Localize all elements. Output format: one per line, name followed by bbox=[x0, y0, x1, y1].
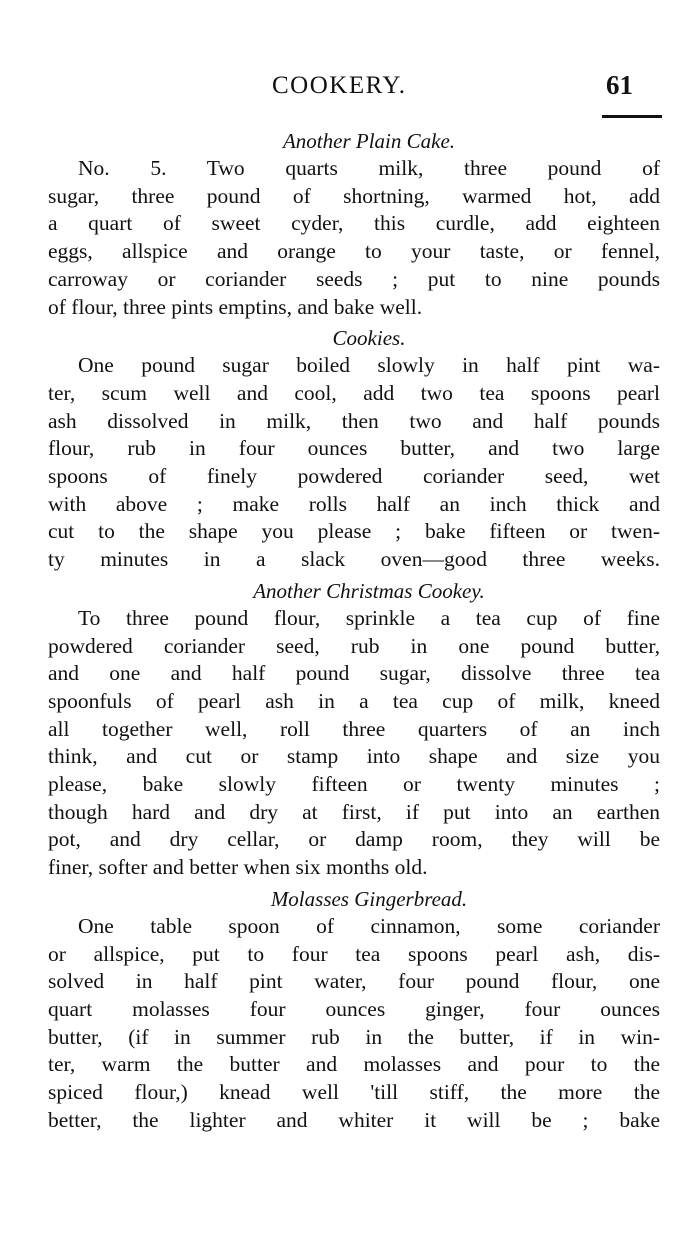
text-line: spoons of finely powdered coriander seed, wet bbox=[48, 464, 660, 489]
text-line: all together well, roll three quarters of an inch bbox=[48, 716, 660, 741]
recipe-heading: Cookies. bbox=[332, 326, 406, 351]
text-line: No. 5. Two quarts milk, three pound of bbox=[78, 156, 660, 180]
page-number-rule bbox=[602, 115, 662, 118]
text-line: powdered coriander seed, rub in one pound butter, bbox=[48, 633, 660, 658]
text-line: solved in half pint water, four pound flour, one bbox=[48, 969, 660, 994]
text-line: and one and half pound sugar, dissolve three tea bbox=[48, 661, 660, 686]
recipe-heading: Another Plain Cake. bbox=[282, 129, 456, 153]
recipe-molasses-gingerbread bbox=[48, 886, 660, 1135]
text-line: eggs, allspice and orange to your taste, or fennel, bbox=[48, 239, 660, 264]
text-line: flour, rub in four ounces butter, and two large bbox=[48, 436, 660, 461]
recipe-cookies bbox=[48, 325, 660, 574]
text-line: ter, warm the butter and molasses and pour to the bbox=[48, 1052, 660, 1077]
text-line: of flour, three pints emptins, and bake well. bbox=[48, 294, 423, 319]
text-line: carroway or coriander seeds ; put to nine pounds bbox=[48, 266, 660, 291]
text-line: with above ; make rolls half an inch thick and bbox=[48, 491, 660, 516]
text-line: or allspice, put to four tea spoons pearl ash, dis- bbox=[48, 941, 660, 966]
text-line: cut to the shape you please ; bake fifteen or twen- bbox=[48, 519, 660, 544]
text-line: please, bake slowly fifteen or twenty minutes ; bbox=[48, 772, 660, 797]
text-line: quart molasses four ounces ginger, four ounces bbox=[48, 996, 660, 1021]
text-line: a quart of sweet cyder, this curdle, add eighteen bbox=[48, 211, 660, 236]
page-number: 61 bbox=[606, 70, 633, 100]
running-head bbox=[0, 70, 700, 110]
text-line: pot, and dry cellar, or damp room, they will be bbox=[48, 827, 660, 852]
text-line: ter, scum well and cool, add two tea spoons pearl bbox=[48, 380, 660, 405]
recipe-body bbox=[48, 605, 660, 882]
recipe-body bbox=[48, 913, 660, 1135]
text-line: butter, (if in summer rub in the butter, if in win- bbox=[48, 1024, 660, 1049]
recipe-text bbox=[48, 128, 660, 1139]
text-line: ash dissolved in milk, then two and half pounds bbox=[48, 408, 660, 433]
text-line: ty minutes in a slack oven—good three weeks. bbox=[48, 547, 660, 572]
recipe-body bbox=[48, 352, 660, 574]
text-line: though hard and dry at first, if put into an earthen bbox=[48, 799, 660, 824]
recipe-heading: Another Christmas Cookey. bbox=[253, 578, 485, 603]
text-line: sugar, three pound of shortning, warmed hot, add bbox=[48, 183, 660, 208]
recipe-heading: Molasses Gingerbread. bbox=[270, 886, 468, 911]
text-line: spiced flour,) knead well 'till stiff, the more the bbox=[48, 1080, 660, 1105]
text-line: One table spoon of cinnamon, some coriander bbox=[78, 913, 660, 938]
running-title: COOKERY. bbox=[272, 72, 407, 99]
text-line: One pound sugar boiled slowly in half pint wa- bbox=[78, 353, 660, 378]
text-line: better, the lighter and whiter it will be ; bake bbox=[48, 1107, 660, 1132]
text-line: think, and cut or stamp into shape and size you bbox=[48, 744, 660, 769]
text-line: To three pound flour, sprinkle a tea cup of fine bbox=[78, 605, 660, 630]
recipe-body bbox=[48, 155, 660, 321]
text-line: finer, softer and better when six months old. bbox=[48, 855, 428, 880]
recipe-another-christmas-cookey bbox=[48, 578, 660, 882]
recipe-another-plain-cake bbox=[48, 128, 660, 321]
text-line: spoonfuls of pearl ash in a tea cup of milk, kneed bbox=[48, 688, 660, 713]
